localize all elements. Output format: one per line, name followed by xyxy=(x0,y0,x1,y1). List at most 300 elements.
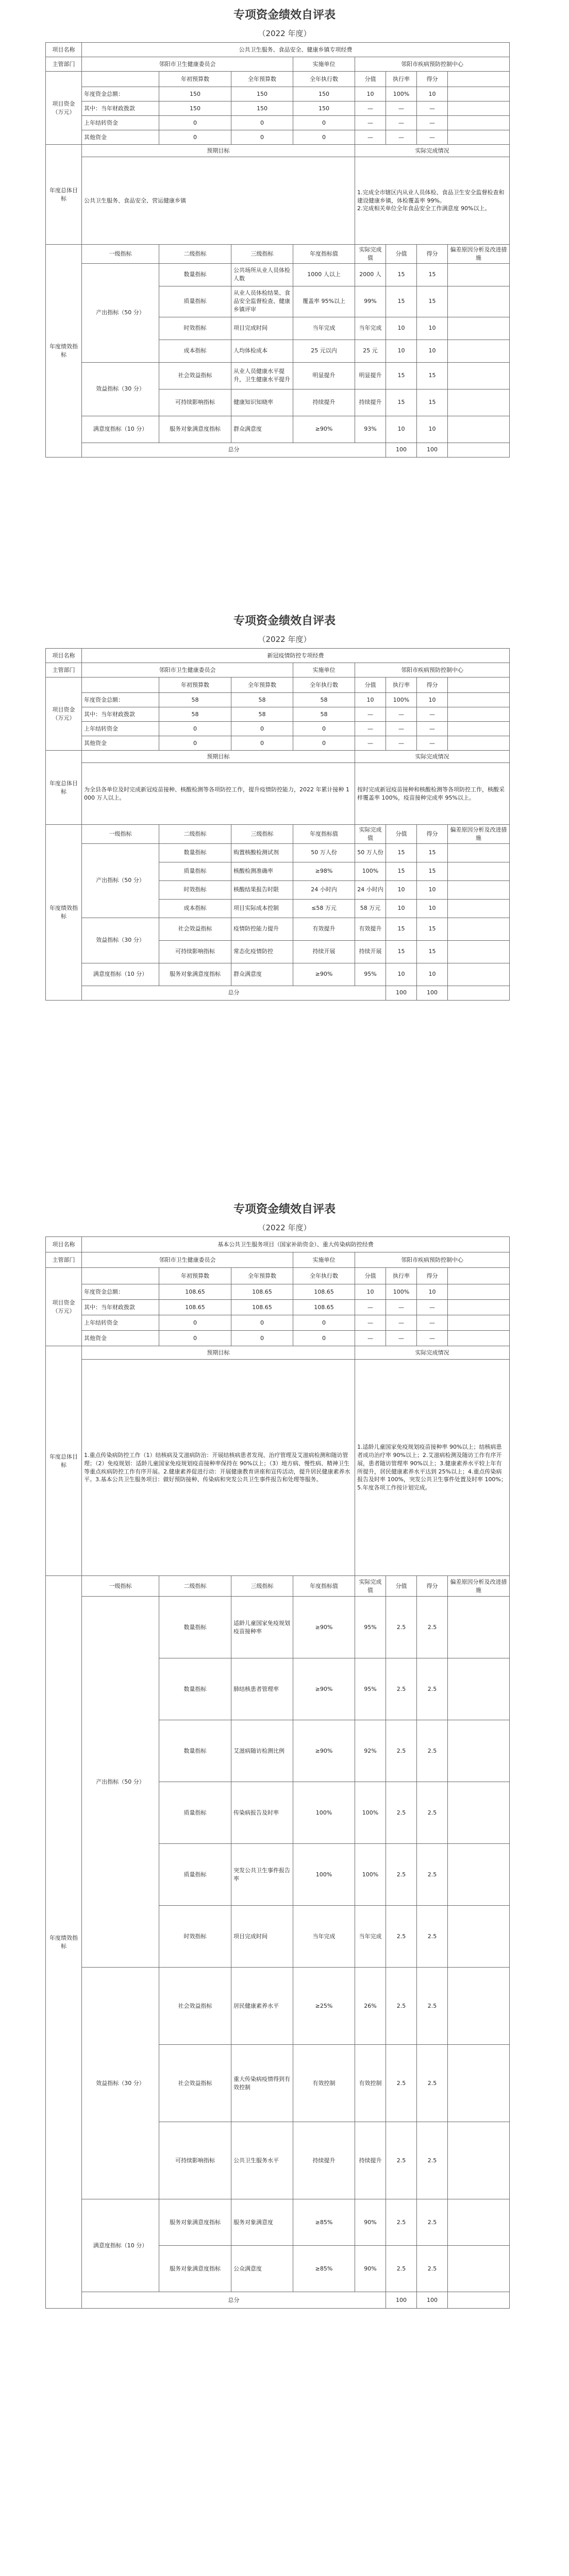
ind-cell: 项目实际成本控制 xyxy=(231,899,293,918)
fund-cell: 150 xyxy=(159,87,231,101)
effect-label: 效益指标（30 分） xyxy=(82,362,159,416)
ind-cell: 2.5 xyxy=(417,1906,448,1968)
ind-cell: 有效提升 xyxy=(355,918,386,940)
ind-header: 分值 xyxy=(386,1576,417,1597)
ind-cell: 肺结核患者管理率 xyxy=(231,1658,293,1720)
ind-cell: 90% xyxy=(355,2199,386,2246)
fund-cell: 0 xyxy=(231,736,293,751)
fund-cell: 10 xyxy=(355,87,386,101)
project-name-value: 新冠疫情防控专项经费 xyxy=(82,649,510,663)
fund-cell: 0 xyxy=(159,1331,231,1346)
fund-cell: — xyxy=(355,116,386,130)
total-label: 总分 xyxy=(82,443,386,457)
fund-header xyxy=(82,677,159,693)
fund-cell: 100% xyxy=(386,87,417,101)
ind-cell: 15 xyxy=(417,843,448,862)
ind-cell: 1000 人以上 xyxy=(293,263,355,286)
ind-cell: 2.5 xyxy=(417,1968,448,2045)
ind-cell: 可持续影响指标 xyxy=(159,940,231,963)
ind-cell: 10 xyxy=(417,317,448,340)
total-label: 总分 xyxy=(82,2292,386,2309)
ind-header: 二级指标 xyxy=(159,245,231,264)
goal-actual-text: 1.完成全市辖区内从业人员体检、食品卫生安全监督检查和建设健康乡镇，体检覆盖率 99%。 2.完成相关单位全年食品安全工作满意度 90%以上。 xyxy=(355,157,510,245)
ind-cell: 10 xyxy=(386,317,417,340)
ind-cell: 公共卫生服务水平 xyxy=(231,2122,293,2199)
ind-cell: 15 xyxy=(417,362,448,389)
ind-header: 实际完成值 xyxy=(355,245,386,264)
ind-cell: 传染病报告及时率 xyxy=(231,1782,293,1844)
project-name-value: 基本公共卫生服务项目（国家补助资金）、重大传染病防控经费 xyxy=(82,1237,510,1252)
fund-label: 项目资金 （万元） xyxy=(46,677,82,751)
fund-cell: 0 xyxy=(159,1315,231,1331)
ind-header: 分值 xyxy=(386,825,417,844)
ind-cell: 社会效益指标 xyxy=(159,918,231,940)
ind-cell: 社会效益指标 xyxy=(159,2045,231,2122)
ind-cell: 2.5 xyxy=(386,2122,417,2199)
ind-header: 二级指标 xyxy=(159,825,231,844)
ind-cell: 2.5 xyxy=(417,2246,448,2292)
ind-cell: 15 xyxy=(417,918,448,940)
ind-cell: ≥25% xyxy=(293,1968,355,2045)
ind-cell: 25 元 xyxy=(355,340,386,362)
ind-cell: 重大传染病疫情得到有效控制 xyxy=(231,2045,293,2122)
fund-cell: 150 xyxy=(231,101,293,116)
ind-cell: 15 xyxy=(386,843,417,862)
ind-cell: 15 xyxy=(417,862,448,880)
fund-cell: 108.65 xyxy=(293,1284,355,1300)
ind-cell-blank xyxy=(448,880,510,899)
ind-cell-blank xyxy=(448,843,510,862)
ind-cell-blank xyxy=(448,1844,510,1906)
ind-cell: 当年完成 xyxy=(355,1906,386,1968)
ind-cell-blank xyxy=(448,389,510,416)
fund-cell-blank xyxy=(448,693,510,707)
fund-cell: 10 xyxy=(417,693,448,707)
fund-cell: — xyxy=(355,1300,386,1315)
ind-cell: 15 xyxy=(386,362,417,389)
ind-cell: ≥85% xyxy=(293,2246,355,2292)
ind-cell: 当年完成 xyxy=(293,1906,355,1968)
ind-cell: 质量指标 xyxy=(159,286,231,317)
ind-cell: 持续提升 xyxy=(355,2122,386,2199)
fund-cell: 58 xyxy=(293,707,355,722)
fund-cell: 0 xyxy=(231,130,293,145)
ind-cell-blank xyxy=(448,2199,510,2246)
fund-cell: 0 xyxy=(231,1331,293,1346)
ind-cell: 10 xyxy=(386,880,417,899)
ind-header: 三级指标 xyxy=(231,825,293,844)
fund-cell: — xyxy=(386,130,417,145)
fund-header: 得分 xyxy=(417,1268,448,1284)
doc1-table xyxy=(45,42,509,457)
perf-label: 年度绩效指标 xyxy=(46,1576,82,2309)
ind-cell: 常态化疫情防控 xyxy=(231,940,293,963)
ind-cell: 50 万人份 xyxy=(355,843,386,862)
fund-cell: — xyxy=(386,116,417,130)
ind-cell: 2000 人 xyxy=(355,263,386,286)
ind-header: 年度指标值 xyxy=(293,1576,355,1597)
fund-cell: — xyxy=(417,722,448,736)
satisfaction-label: 满意度指标（10 分） xyxy=(82,2199,159,2292)
fund-header-blank xyxy=(448,1268,510,1284)
fund-cell: 0 xyxy=(159,116,231,130)
fund-cell: 0 xyxy=(159,736,231,751)
fund-cell: 10 xyxy=(355,1284,386,1300)
ind-cell-blank xyxy=(448,362,510,389)
ind-cell: 社会效益指标 xyxy=(159,362,231,389)
ind-cell: 从业人员健康水平提升，卫生健康水平提升 xyxy=(231,362,293,389)
fund-row-label: 年度资金总额： xyxy=(82,693,159,707)
ind-cell-blank xyxy=(448,340,510,362)
fund-cell: 108.65 xyxy=(159,1284,231,1300)
ind-cell: 持续开展 xyxy=(293,940,355,963)
ind-cell-blank xyxy=(448,918,510,940)
fund-cell: — xyxy=(355,722,386,736)
doc2-table xyxy=(45,648,509,1001)
goal-header-actual: 实际完成情况 xyxy=(355,145,510,157)
fund-cell: — xyxy=(355,1331,386,1346)
project-name-label: 项目名称 xyxy=(46,43,82,57)
ind-header: 分值 xyxy=(386,245,417,264)
ind-cell: 有效提升 xyxy=(293,918,355,940)
ind-cell: 15 xyxy=(386,263,417,286)
ind-cell: ≥85% xyxy=(293,2199,355,2246)
goal-expected-text: 1.重点传染病防控工作（1）结核病及艾滋病防治：开展结核病患者发现、治疗管理及艾滋病检测和随访管理；（2）免疫规划：适龄儿童国家免疫规划疫苗接种率保持在 90%以上；（3）地方病、慢性病、精神卫生等重点疾病防控工作有序开展。2.健康素养促进行动：开展健康教育讲座和宣传活动，提升居民健康素养水平。3.基本公共卫生服务项目：做好预防接种、传染病和突发公共卫生事件报告和处理等服务。 xyxy=(82,1360,355,1576)
ind-cell: 95% xyxy=(355,1597,386,1658)
fund-cell: — xyxy=(417,1300,448,1315)
fund-cell: 150 xyxy=(293,87,355,101)
fund-cell: — xyxy=(386,736,417,751)
goal-expected-text: 为全县各单位及时完成新冠疫苗接种、核酸检测等各项防控工作，提升疫情防控能力，2022 年累计接种 1000 万人以上。 xyxy=(82,763,355,825)
ind-cell: 群众满意度 xyxy=(231,416,293,443)
ind-cell: 艾滋病随访检测比例 xyxy=(231,1720,293,1782)
ind-cell-blank xyxy=(448,2045,510,2122)
ind-cell: 10 xyxy=(386,899,417,918)
ind-cell: 2.5 xyxy=(386,1844,417,1906)
fund-cell: 0 xyxy=(293,1315,355,1331)
goal-header-expected: 预期目标 xyxy=(82,751,355,763)
fund-cell: — xyxy=(386,101,417,116)
ind-cell: 2.5 xyxy=(386,1720,417,1782)
fund-cell: 108.65 xyxy=(159,1300,231,1315)
fund-header-blank xyxy=(448,72,510,87)
fund-cell: 0 xyxy=(231,1315,293,1331)
ind-cell: 25 元以内 xyxy=(293,340,355,362)
doc3-title: 专项资金绩效自评表 xyxy=(233,1202,336,1216)
fund-cell: 0 xyxy=(293,116,355,130)
ind-cell: 2.5 xyxy=(417,2122,448,2199)
fund-row-label: 其中：当年财政拨款 xyxy=(82,1300,159,1315)
fund-cell: 108.65 xyxy=(293,1300,355,1315)
doc2-year: （2022 年度） xyxy=(258,635,311,644)
ind-cell: ≥98% xyxy=(293,862,355,880)
ind-cell: 2.5 xyxy=(386,1658,417,1720)
ind-cell: ≥90% xyxy=(293,1720,355,1782)
fund-header: 全年执行数 xyxy=(293,72,355,87)
total-value: 100 xyxy=(386,2292,417,2309)
fund-cell: 0 xyxy=(231,116,293,130)
fund-cell-blank xyxy=(448,87,510,101)
ind-cell: 公众满意度 xyxy=(231,2246,293,2292)
fund-cell: 10 xyxy=(417,1284,448,1300)
ind-cell: 2.5 xyxy=(386,1968,417,2045)
total-score: 100 xyxy=(417,2292,448,2309)
ind-cell: 群众满意度 xyxy=(231,963,293,986)
dept-label: 主管部门 xyxy=(46,1252,82,1268)
ind-cell: ≥90% xyxy=(293,1658,355,1720)
ind-cell: 公共场所从业人员体检人数 xyxy=(231,263,293,286)
fund-cell: 0 xyxy=(293,736,355,751)
goal-expected-text: 公共卫生服务、食品安全、营运健康乡镇 xyxy=(82,157,355,245)
ind-cell-blank xyxy=(448,862,510,880)
ind-cell: 时效指标 xyxy=(159,880,231,899)
ind-cell: 购置核酸检测试剂 xyxy=(231,843,293,862)
fund-cell: 58 xyxy=(293,693,355,707)
fund-row-label: 其他资金 xyxy=(82,130,159,145)
ind-cell: 10 xyxy=(417,963,448,986)
doc3-year: （2022 年度） xyxy=(258,1223,311,1232)
impl-value: 邻阳市疾病预防控制中心 xyxy=(355,57,510,72)
ind-cell: 明显提升 xyxy=(355,362,386,389)
fund-header: 分值 xyxy=(355,677,386,693)
ind-cell: 2.5 xyxy=(417,2199,448,2246)
fund-row-label: 上年结转资金 xyxy=(82,116,159,130)
ind-cell: 15 xyxy=(386,389,417,416)
ind-cell: 居民健康素养水平 xyxy=(231,1968,293,2045)
fund-cell: — xyxy=(417,707,448,722)
ind-cell-blank xyxy=(448,263,510,286)
fund-header: 得分 xyxy=(417,72,448,87)
fund-cell: — xyxy=(386,1331,417,1346)
ind-cell: 2.5 xyxy=(417,1844,448,1906)
ind-cell: 社会效益指标 xyxy=(159,1968,231,2045)
ind-cell: 突发公共卫生事件报告率 xyxy=(231,1844,293,1906)
ind-cell: 数量指标 xyxy=(159,263,231,286)
ind-cell: 时效指标 xyxy=(159,317,231,340)
goal-actual-text: 1.适龄儿童国家免疫规划疫苗接种率 90%以上；结核病患者成功治疗率 90%以上；2.艾滋病检测及随访工作有序开展，患者随访管理率 90%以上；3.健康素养水平较上年有所提升，居民健康素养水平达到 25%以上；4.重点传染病报告及时率 100%，突发公共卫生事件处置及时率 100%；5.年度各项工作按计划完成。 xyxy=(355,1360,510,1576)
ind-cell: 持续提升 xyxy=(293,389,355,416)
ind-cell: 10 xyxy=(417,340,448,362)
ind-cell: 从业人员体检结果、食品安全监督检查、健康乡镇评审 xyxy=(231,286,293,317)
ind-header: 得分 xyxy=(417,1576,448,1597)
ind-cell: 100% xyxy=(293,1782,355,1844)
impl-label: 实施单位 xyxy=(293,57,355,72)
ind-cell: 2.5 xyxy=(386,2199,417,2246)
ind-cell: 10 xyxy=(386,416,417,443)
ind-cell: 项目完成时间 xyxy=(231,317,293,340)
perf-label: 年度绩效指标 xyxy=(46,245,82,457)
fund-cell: 58 xyxy=(159,693,231,707)
total-score: 100 xyxy=(417,443,448,457)
fund-header: 全年执行数 xyxy=(293,1268,355,1284)
ind-cell: 服务对象满意度 xyxy=(231,2199,293,2246)
fund-header: 分值 xyxy=(355,72,386,87)
ind-cell: 15 xyxy=(386,940,417,963)
total-label: 总分 xyxy=(82,986,386,1000)
impl-value: 邻阳市疾病预防控制中心 xyxy=(355,1252,510,1268)
ind-cell: 100% xyxy=(355,1782,386,1844)
perf-label: 年度绩效指标 xyxy=(46,825,82,1001)
ind-cell: 90% xyxy=(355,2246,386,2292)
ind-cell-blank xyxy=(448,940,510,963)
ind-header: 实际完成值 xyxy=(355,825,386,844)
fund-cell: — xyxy=(417,1331,448,1346)
project-name-label: 项目名称 xyxy=(46,649,82,663)
ind-cell-blank xyxy=(448,1597,510,1658)
dept-label: 主管部门 xyxy=(46,57,82,72)
fund-header: 年初预算数 xyxy=(159,72,231,87)
fund-cell: — xyxy=(355,1315,386,1331)
fund-cell: 108.65 xyxy=(231,1300,293,1315)
fund-cell-blank xyxy=(448,1284,510,1300)
ind-cell: 质量指标 xyxy=(159,862,231,880)
fund-cell: 0 xyxy=(159,130,231,145)
ind-cell-blank xyxy=(448,317,510,340)
ind-cell: 时效指标 xyxy=(159,1906,231,1968)
ind-cell: 15 xyxy=(417,389,448,416)
doc2-title: 专项资金绩效自评表 xyxy=(233,614,336,628)
fund-header: 年初预算数 xyxy=(159,677,231,693)
fund-cell: — xyxy=(417,116,448,130)
ind-cell: 2.5 xyxy=(386,1906,417,1968)
ind-cell: 服务对象满意度指标 xyxy=(159,416,231,443)
fund-label: 项目资金 （万元） xyxy=(46,1268,82,1346)
ind-cell: 99% xyxy=(355,286,386,317)
fund-row-label: 上年结转资金 xyxy=(82,1315,159,1331)
fund-cell: — xyxy=(417,1315,448,1331)
ind-cell: 服务对象满意度指标 xyxy=(159,2246,231,2292)
ind-cell: 明显提升 xyxy=(293,362,355,389)
fund-cell-blank xyxy=(448,707,510,722)
ind-cell: 健康知识知晓率 xyxy=(231,389,293,416)
ind-header: 二级指标 xyxy=(159,1576,231,1597)
fund-cell: 0 xyxy=(293,722,355,736)
goal-header-actual: 实际完成情况 xyxy=(355,1346,510,1360)
fund-row-label: 年度资金总额： xyxy=(82,1284,159,1300)
ind-cell: 15 xyxy=(386,862,417,880)
ind-cell: 持续提升 xyxy=(293,2122,355,2199)
fund-cell-blank xyxy=(448,736,510,751)
ind-header: 得分 xyxy=(417,245,448,264)
fund-row-label: 其中：当年财政拨款 xyxy=(82,707,159,722)
ind-cell: ≤58 万元 xyxy=(293,899,355,918)
ind-cell: 100% xyxy=(355,1844,386,1906)
doc3-table xyxy=(45,1236,509,2309)
ind-cell: 24 小时内 xyxy=(355,880,386,899)
fund-header: 分值 xyxy=(355,1268,386,1284)
ind-cell: 15 xyxy=(417,286,448,317)
ind-cell: 58 万元 xyxy=(355,899,386,918)
ind-cell-blank xyxy=(448,963,510,986)
ind-cell-blank xyxy=(448,1968,510,2045)
ind-cell: 10 xyxy=(386,963,417,986)
fund-cell: 100% xyxy=(386,1284,417,1300)
fund-header xyxy=(82,72,159,87)
ind-cell: 服务对象满意度指标 xyxy=(159,963,231,986)
ind-cell: 可持续影响指标 xyxy=(159,2122,231,2199)
ind-cell: 数量指标 xyxy=(159,1658,231,1720)
impl-label: 实施单位 xyxy=(293,1252,355,1268)
ind-cell: 93% xyxy=(355,416,386,443)
ind-cell: 50 万人份 xyxy=(293,843,355,862)
ind-cell-blank xyxy=(448,286,510,317)
ind-header: 偏差原因分析及改进措施 xyxy=(448,825,510,844)
output-label: 产出指标（50 分） xyxy=(82,1597,159,1968)
ind-cell: 2.5 xyxy=(417,1720,448,1782)
fund-cell: — xyxy=(417,101,448,116)
ind-cell: ≥90% xyxy=(293,416,355,443)
fund-cell-blank xyxy=(448,1300,510,1315)
ind-cell-blank xyxy=(448,1782,510,1844)
fund-row-label: 上年结转资金 xyxy=(82,722,159,736)
fund-cell: — xyxy=(386,1300,417,1315)
fund-row-label: 年度资金总额： xyxy=(82,87,159,101)
fund-header: 全年预算数 xyxy=(231,72,293,87)
ind-cell: 2.5 xyxy=(417,1597,448,1658)
ind-cell: 覆盖率 95%以上 xyxy=(293,286,355,317)
fund-row-label: 其他资金 xyxy=(82,736,159,751)
ind-cell: 人均体检成本 xyxy=(231,340,293,362)
fund-cell: — xyxy=(355,707,386,722)
fund-cell: 150 xyxy=(231,87,293,101)
fund-cell-blank xyxy=(448,130,510,145)
ind-cell: 质量指标 xyxy=(159,1844,231,1906)
fund-header: 得分 xyxy=(417,677,448,693)
ind-header: 偏差原因分析及改进措施 xyxy=(448,1576,510,1597)
dept-value: 邻阳市卫生健康委员会 xyxy=(82,663,293,677)
fund-cell-blank xyxy=(448,722,510,736)
fund-cell: — xyxy=(417,736,448,751)
fund-cell-blank xyxy=(448,101,510,116)
total-value: 100 xyxy=(386,443,417,457)
ind-cell: 项目完成时间 xyxy=(231,1906,293,1968)
fund-cell: — xyxy=(355,101,386,116)
output-label: 产出指标（50 分） xyxy=(82,843,159,918)
ind-cell: 100% xyxy=(293,1844,355,1906)
fund-cell: 10 xyxy=(417,87,448,101)
dept-value: 邻阳市卫生健康委员会 xyxy=(82,57,293,72)
goal-label: 年度总体目标 xyxy=(46,145,82,245)
goal-header-actual: 实际完成情况 xyxy=(355,751,510,763)
fund-header: 全年执行数 xyxy=(293,677,355,693)
satisfaction-label: 满意度指标（10 分） xyxy=(82,416,159,443)
ind-cell: 数量指标 xyxy=(159,1597,231,1658)
effect-label: 效益指标（30 分） xyxy=(82,918,159,963)
goal-actual-text: 按时完成新冠疫苗接种和核酸检测等各项防控工作，核酸采样覆盖率 100%，疫苗接种完成率 95%以上。 xyxy=(355,763,510,825)
ind-cell: 15 xyxy=(417,263,448,286)
doc1-year: （2022 年度） xyxy=(258,29,311,38)
ind-cell: 持续提升 xyxy=(355,389,386,416)
ind-cell: 疫情防控能力提升 xyxy=(231,918,293,940)
fund-header xyxy=(82,1268,159,1284)
fund-header: 执行率 xyxy=(386,1268,417,1284)
fund-cell: 10 xyxy=(355,693,386,707)
ind-header: 一级指标 xyxy=(82,825,159,844)
fund-cell: — xyxy=(355,130,386,145)
fund-cell: 100% xyxy=(386,693,417,707)
ind-cell: ≥90% xyxy=(293,1597,355,1658)
ind-cell-blank xyxy=(448,2122,510,2199)
ind-cell-blank xyxy=(448,1720,510,1782)
fund-cell: — xyxy=(386,707,417,722)
ind-header: 得分 xyxy=(417,825,448,844)
ind-cell: 10 xyxy=(386,340,417,362)
ind-cell: 质量指标 xyxy=(159,1782,231,1844)
fund-cell: 58 xyxy=(231,693,293,707)
ind-cell: 26% xyxy=(355,1968,386,2045)
total-blank xyxy=(448,2292,510,2309)
fund-cell: 0 xyxy=(231,722,293,736)
